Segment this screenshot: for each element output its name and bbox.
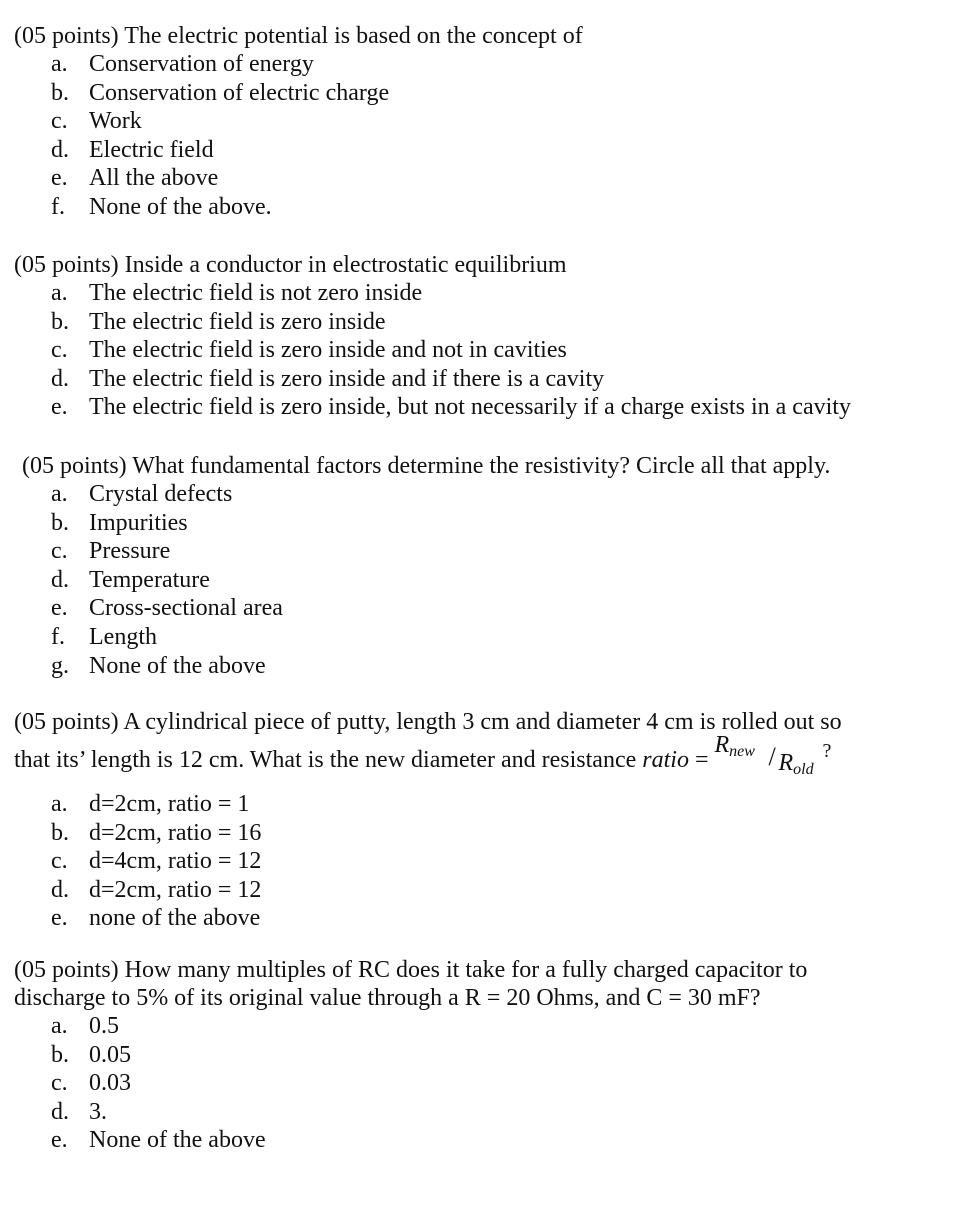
- question-1-option-d[interactable]: [14, 136, 944, 165]
- question-4-option-c[interactable]: [14, 847, 944, 876]
- option-text: Crystal defects: [89, 481, 233, 507]
- question-5-stem-line-1: (05 points) How many multiples of RC does it take for a fully charged capacitor to: [14, 957, 808, 983]
- question-5-option-e[interactable]: [14, 1126, 944, 1155]
- option-text: Conservation of electric charge: [89, 79, 390, 106]
- option-text: Impurities: [89, 509, 188, 536]
- question-1-option-a[interactable]: [14, 50, 944, 79]
- option-letter: c.: [51, 848, 68, 875]
- question-3-stem: (05 points) What fundamental factors determine the resistivity? Circle all that apply.: [22, 453, 831, 479]
- question-5-option-d[interactable]: [14, 1098, 944, 1127]
- equals-sign: =: [688, 747, 715, 773]
- option-letter: c.: [51, 1070, 68, 1097]
- fraction-numerator: $R_{new}$: [714, 732, 755, 761]
- option-letter: g.: [51, 652, 69, 679]
- resistance-ratio-fraction: [714, 732, 823, 779]
- option-text: None of the above: [89, 652, 266, 679]
- question-2-options: [14, 279, 944, 422]
- stem-text: that its’ length is 12 cm. What is the new diameter and resistance: [14, 747, 643, 773]
- option-letter: e.: [51, 165, 68, 192]
- option-text: The electric field is zero inside: [89, 308, 386, 335]
- option-letter: e.: [51, 595, 68, 622]
- question-2-option-d[interactable]: [14, 365, 944, 394]
- option-letter: f.: [51, 193, 65, 220]
- question-1: [14, 22, 944, 222]
- option-text: 0.5: [89, 1013, 119, 1039]
- option-text: Pressure: [89, 538, 171, 565]
- question-3-options: [14, 480, 952, 680]
- question-2-option-c[interactable]: [14, 336, 944, 365]
- question-3-option-c[interactable]: [14, 537, 952, 566]
- option-letter: e.: [51, 394, 68, 421]
- option-text: The electric field is not zero inside: [89, 280, 423, 306]
- option-letter: a.: [51, 51, 68, 77]
- option-letter: a.: [51, 791, 68, 817]
- option-text: 0.03: [89, 1070, 131, 1097]
- option-text: The electric field is zero inside and not in cavities: [89, 337, 567, 364]
- question-4-option-a[interactable]: [14, 790, 944, 819]
- option-text: None of the above: [89, 1127, 266, 1154]
- option-letter: a.: [51, 481, 68, 507]
- question-2-stem: (05 points) Inside a conductor in electrostatic equilibrium: [14, 252, 567, 278]
- option-letter: b.: [51, 308, 69, 335]
- option-letter: d.: [51, 566, 69, 593]
- question-4-stem-line-2: [14, 732, 944, 780]
- option-letter: a.: [51, 1013, 68, 1039]
- option-text: The electric field is zero inside and if there is a cavity: [89, 365, 605, 392]
- question-5-options: [14, 1012, 944, 1155]
- question-4-stem-line-1: (05 points) A cylindrical piece of putty, length 3 cm and diameter 4 cm is rolled out so: [14, 709, 842, 735]
- question-1-options: [14, 50, 944, 222]
- option-letter: b.: [51, 509, 69, 536]
- option-letter: c.: [51, 337, 68, 364]
- question-5-option-a[interactable]: [14, 1012, 944, 1041]
- question-4-option-d[interactable]: [14, 876, 944, 905]
- question-4-option-e[interactable]: [14, 904, 944, 933]
- option-text: 0.05: [89, 1041, 131, 1068]
- option-text: 3.: [89, 1098, 107, 1125]
- question-4: [14, 708, 944, 933]
- option-letter: c.: [51, 538, 68, 565]
- question-3-option-d[interactable]: [14, 566, 952, 595]
- option-text: The electric field is zero inside, but not necessarily if a charge exists in a cavity: [89, 394, 851, 421]
- question-2-option-e[interactable]: [14, 393, 944, 422]
- question-1-stem: (05 points) The electric potential is based on the concept of: [14, 23, 583, 49]
- option-text: d=2cm, ratio = 12: [89, 876, 262, 903]
- ratio-variable: ratio: [642, 747, 689, 773]
- option-letter: d.: [51, 1098, 69, 1125]
- option-letter: b.: [51, 1041, 69, 1068]
- question-5-stem-line-2: discharge to 5% of its original value through a R = 20 Ohms, and C = 30 mF?: [14, 985, 761, 1011]
- question-1-option-e[interactable]: [14, 164, 944, 193]
- option-text: d=2cm, ratio = 1: [89, 791, 250, 817]
- option-text: d=4cm, ratio = 12: [89, 848, 262, 875]
- question-3-option-g[interactable]: [14, 652, 952, 681]
- option-letter: b.: [51, 79, 69, 106]
- option-text: Cross-sectional area: [89, 595, 283, 622]
- option-text: All the above: [89, 165, 219, 192]
- option-text: None of the above.: [89, 193, 272, 220]
- question-3-option-b[interactable]: [14, 509, 952, 538]
- question-2-option-b[interactable]: [14, 308, 944, 337]
- option-letter: d.: [51, 876, 69, 903]
- question-1-option-c[interactable]: [14, 107, 944, 136]
- question-5-option-b[interactable]: [14, 1041, 944, 1070]
- option-text: Length: [89, 623, 157, 650]
- option-text: Temperature: [89, 566, 210, 593]
- question-3: [22, 452, 952, 680]
- question-3-option-a[interactable]: [14, 480, 952, 509]
- option-letter: a.: [51, 280, 68, 306]
- question-1-option-b[interactable]: [14, 79, 944, 108]
- option-letter: e.: [51, 905, 68, 932]
- question-4-options: [14, 790, 944, 933]
- option-letter: c.: [51, 108, 68, 135]
- question-5-option-c[interactable]: [14, 1069, 944, 1098]
- fraction-slash: /: [768, 742, 776, 772]
- option-text: d=2cm, ratio = 16: [89, 819, 262, 846]
- option-letter: d.: [51, 365, 69, 392]
- option-letter: e.: [51, 1127, 68, 1154]
- option-text: none of the above: [89, 905, 261, 932]
- question-mark: ?: [822, 740, 832, 762]
- option-text: Work: [89, 108, 142, 135]
- option-text: Conservation of energy: [89, 51, 314, 77]
- question-4-option-b[interactable]: [14, 819, 944, 848]
- option-text: Electric field: [89, 136, 214, 163]
- question-3-option-f[interactable]: [14, 623, 952, 652]
- question-1-option-f[interactable]: [14, 193, 944, 222]
- option-letter: b.: [51, 819, 69, 846]
- option-letter: f.: [51, 623, 65, 650]
- option-letter: d.: [51, 136, 69, 163]
- question-5: [14, 956, 944, 1155]
- question-2: [14, 251, 944, 422]
- question-2-option-a[interactable]: [14, 279, 944, 308]
- question-3-option-e[interactable]: [14, 594, 952, 623]
- fraction-denominator: $R_{old}$: [778, 750, 814, 779]
